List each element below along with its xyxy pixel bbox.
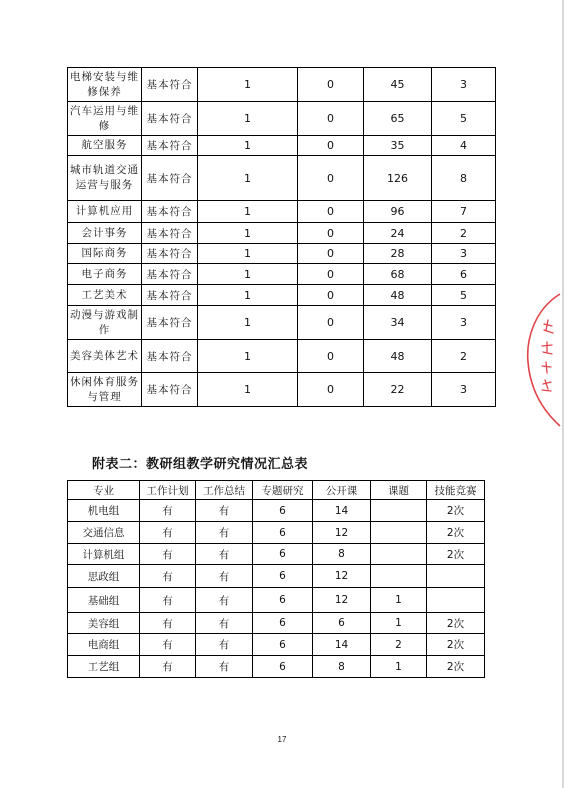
table-cell: 14 [313, 634, 371, 656]
table-row [68, 613, 485, 634]
status-cell: 基本符合 [142, 156, 198, 201]
value-cell: 0 [298, 201, 364, 223]
table-cell: 1 [371, 656, 427, 678]
table-cell: 有 [196, 588, 253, 613]
value-cell: 1 [198, 136, 298, 156]
value-cell: 1 [198, 244, 298, 264]
value-cell: 28 [364, 244, 432, 264]
table-row [68, 544, 485, 565]
value-cell: 1 [198, 285, 298, 306]
table-row [68, 656, 485, 678]
value-cell: 2 [432, 223, 496, 244]
major-name: 会计事务 [68, 223, 142, 244]
major-name: 航空服务 [68, 136, 142, 156]
group-name: 机电组 [68, 500, 140, 522]
table-cell: 2次 [427, 656, 485, 678]
major-name: 电子商务 [68, 264, 142, 285]
value-cell: 0 [298, 223, 364, 244]
table-cell: 有 [140, 544, 196, 565]
column-header: 工作总结 [196, 481, 253, 500]
table-cell: 有 [140, 565, 196, 588]
red-seal-stamp [520, 290, 564, 430]
status-cell: 基本符合 [142, 136, 198, 156]
value-cell: 3 [432, 373, 496, 407]
group-name: 美容组 [68, 613, 140, 634]
value-cell: 0 [298, 373, 364, 407]
table-row [68, 136, 496, 156]
value-cell: 34 [364, 306, 432, 340]
value-cell: 1 [198, 373, 298, 407]
value-cell: 1 [198, 223, 298, 244]
column-header: 技能竞赛 [427, 481, 485, 500]
table-cell: 有 [140, 588, 196, 613]
table-cell [371, 522, 427, 544]
status-cell: 基本符合 [142, 264, 198, 285]
table-cell: 1 [371, 613, 427, 634]
value-cell: 0 [298, 264, 364, 285]
table-cell: 8 [313, 544, 371, 565]
table-row [68, 340, 496, 373]
status-cell: 基本符合 [142, 223, 198, 244]
value-cell: 22 [364, 373, 432, 407]
table-cell: 有 [196, 500, 253, 522]
value-cell: 1 [198, 102, 298, 136]
value-cell: 3 [432, 306, 496, 340]
table-cell: 2次 [427, 522, 485, 544]
value-cell: 0 [298, 68, 364, 102]
table-cell [427, 565, 485, 588]
value-cell: 0 [298, 102, 364, 136]
table-cell: 6 [253, 565, 313, 588]
table-cell: 有 [140, 613, 196, 634]
table-cell: 有 [196, 544, 253, 565]
table-row [68, 500, 485, 522]
value-cell: 126 [364, 156, 432, 201]
value-cell: 0 [298, 156, 364, 201]
table-row [68, 588, 485, 613]
table-row [68, 244, 496, 264]
column-header: 专题研究 [253, 481, 313, 500]
table-cell [371, 500, 427, 522]
table-row [68, 264, 496, 285]
table-cell: 6 [253, 588, 313, 613]
group-name: 工艺组 [68, 656, 140, 678]
status-cell: 基本符合 [142, 244, 198, 264]
table-cell: 1 [371, 588, 427, 613]
status-cell: 基本符合 [142, 102, 198, 136]
table-cell: 12 [313, 588, 371, 613]
major-name: 休闲体育服务与管理 [68, 373, 142, 407]
table-cell: 6 [253, 500, 313, 522]
table-cell: 有 [140, 634, 196, 656]
status-cell: 基本符合 [142, 285, 198, 306]
table-cell: 14 [313, 500, 371, 522]
column-header: 课题 [371, 481, 427, 500]
table-cell: 6 [313, 613, 371, 634]
table-cell [371, 544, 427, 565]
group-name: 基础组 [68, 588, 140, 613]
major-name: 电梯安装与维修保养 [68, 68, 142, 102]
table-cell [427, 588, 485, 613]
value-cell: 0 [298, 136, 364, 156]
major-name: 国际商务 [68, 244, 142, 264]
group-name: 电商组 [68, 634, 140, 656]
table-cell: 2次 [427, 634, 485, 656]
table-cell: 有 [196, 656, 253, 678]
table-cell: 6 [253, 634, 313, 656]
table-cell: 有 [140, 500, 196, 522]
value-cell: 45 [364, 68, 432, 102]
value-cell: 68 [364, 264, 432, 285]
table-row [68, 223, 496, 244]
value-cell: 0 [298, 340, 364, 373]
value-cell: 0 [298, 306, 364, 340]
value-cell: 1 [198, 306, 298, 340]
table-cell: 有 [196, 634, 253, 656]
value-cell: 1 [198, 201, 298, 223]
teaching-research-summary-table [67, 480, 485, 678]
table-cell: 有 [196, 613, 253, 634]
table-cell: 6 [253, 613, 313, 634]
major-name: 工艺美术 [68, 285, 142, 306]
major-evaluation-table [67, 67, 496, 407]
table-cell: 有 [140, 522, 196, 544]
status-cell: 基本符合 [142, 201, 198, 223]
value-cell: 96 [364, 201, 432, 223]
value-cell: 1 [198, 340, 298, 373]
status-cell: 基本符合 [142, 306, 198, 340]
table-cell [371, 565, 427, 588]
value-cell: 48 [364, 340, 432, 373]
value-cell: 3 [432, 244, 496, 264]
table-row [68, 102, 496, 136]
value-cell: 1 [198, 68, 298, 102]
value-cell: 1 [198, 264, 298, 285]
table-cell: 6 [253, 522, 313, 544]
table-cell: 2 [371, 634, 427, 656]
table-cell: 有 [196, 565, 253, 588]
value-cell: 2 [432, 340, 496, 373]
status-cell: 基本符合 [142, 373, 198, 407]
major-name: 城市轨道交通运营与服务 [68, 156, 142, 201]
table-cell: 2次 [427, 500, 485, 522]
table-cell: 有 [140, 656, 196, 678]
table-cell: 有 [196, 522, 253, 544]
major-name: 计算机应用 [68, 201, 142, 223]
value-cell: 6 [432, 264, 496, 285]
table-row [68, 634, 485, 656]
table-row [68, 522, 485, 544]
value-cell: 3 [432, 68, 496, 102]
value-cell: 65 [364, 102, 432, 136]
column-header: 公开课 [313, 481, 371, 500]
table-row [68, 156, 496, 201]
major-name: 美容美体艺术 [68, 340, 142, 373]
table-cell: 6 [253, 656, 313, 678]
table-row [68, 201, 496, 223]
value-cell: 5 [432, 102, 496, 136]
table-cell: 2次 [427, 613, 485, 634]
table-caption: 附表二：教研组教学研究情况汇总表 [92, 457, 309, 472]
value-cell: 7 [432, 201, 496, 223]
table-cell: 8 [313, 656, 371, 678]
table-row [68, 373, 496, 407]
value-cell: 5 [432, 285, 496, 306]
value-cell: 24 [364, 223, 432, 244]
status-cell: 基本符合 [142, 68, 198, 102]
table-row [68, 306, 496, 340]
value-cell: 48 [364, 285, 432, 306]
group-name: 思政组 [68, 565, 140, 588]
table-row [68, 565, 485, 588]
value-cell: 4 [432, 136, 496, 156]
value-cell: 0 [298, 244, 364, 264]
column-header: 工作计划 [140, 481, 196, 500]
major-name: 动漫与游戏制作 [68, 306, 142, 340]
table-cell: 2次 [427, 544, 485, 565]
value-cell: 8 [432, 156, 496, 201]
status-cell: 基本符合 [142, 340, 198, 373]
table-cell: 6 [253, 544, 313, 565]
group-name: 交通信息 [68, 522, 140, 544]
table-row [68, 285, 496, 306]
value-cell: 1 [198, 156, 298, 201]
value-cell: 0 [298, 285, 364, 306]
table-cell: 12 [313, 522, 371, 544]
value-cell: 35 [364, 136, 432, 156]
group-name: 计算机组 [68, 544, 140, 565]
table-cell: 12 [313, 565, 371, 588]
column-header: 专业 [68, 481, 140, 500]
page-number: 17 [277, 735, 287, 744]
major-name: 汽车运用与维修 [68, 102, 142, 136]
header-row [68, 481, 485, 500]
table-row [68, 68, 496, 102]
